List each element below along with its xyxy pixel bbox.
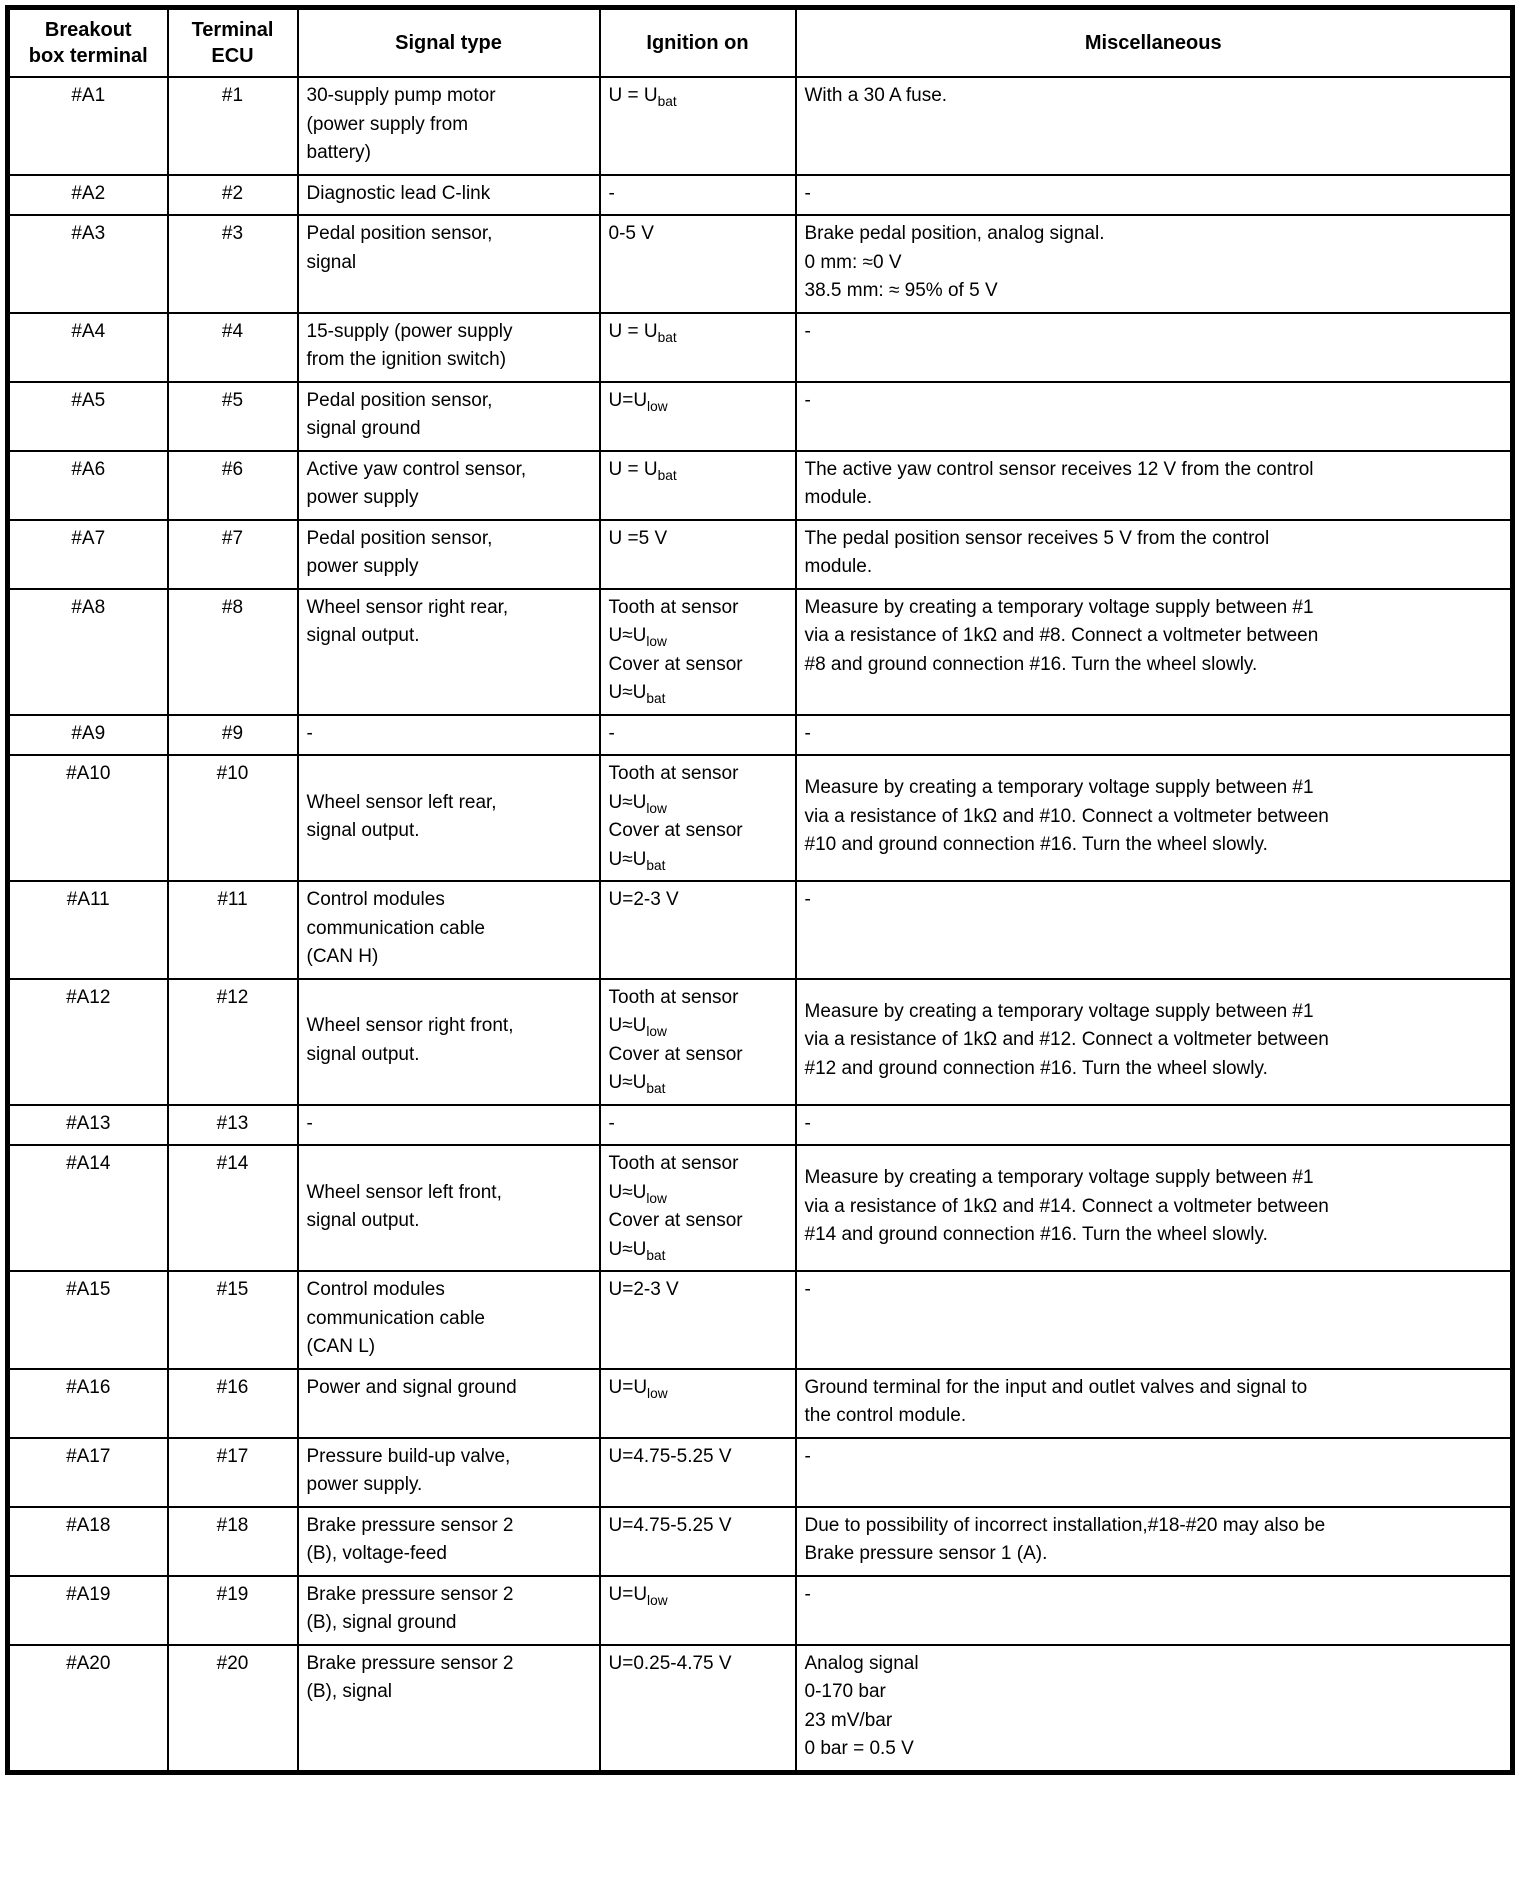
table-row — [8, 589, 1513, 715]
table-row — [8, 979, 1513, 1105]
ecu-terminal-cell: #5 — [168, 382, 298, 451]
breakout-terminal-cell: #A9 — [8, 715, 168, 756]
ecu-terminal-cell: #1 — [168, 77, 298, 175]
table-row — [8, 215, 1513, 313]
table-header — [8, 8, 1513, 78]
ignition-cell: - — [600, 175, 796, 216]
ecu-terminal-cell: #7 — [168, 520, 298, 589]
signal-type-cell: Pedal position sensor, power supply — [298, 520, 600, 589]
breakout-terminal-cell: #A2 — [8, 175, 168, 216]
breakout-terminal-cell: #A4 — [8, 313, 168, 382]
miscellaneous-cell: - — [796, 881, 1513, 979]
signal-type-cell: 30-supply pump motor (power supply from battery) — [298, 77, 600, 175]
ecu-terminal-cell: #2 — [168, 175, 298, 216]
breakout-terminal-cell: #A15 — [8, 1271, 168, 1369]
miscellaneous-cell: The pedal position sensor receives 5 V from the control module. — [796, 520, 1513, 589]
ecu-terminal-cell: #9 — [168, 715, 298, 756]
signal-type-cell: Brake pressure sensor 2 (B), signal ground — [298, 1576, 600, 1645]
miscellaneous-cell: - — [796, 175, 1513, 216]
miscellaneous-cell: Measure by creating a temporary voltage supply between #1 via a resistance of 1kΩ and #10. Connect a voltmeter between #10 and ground connection #16. Turn the wheel slowly. — [796, 755, 1513, 881]
header-breakout-box-terminal: Breakout box terminal — [8, 8, 168, 78]
miscellaneous-cell: - — [796, 1105, 1513, 1146]
miscellaneous-cell: With a 30 A fuse. — [796, 77, 1513, 175]
miscellaneous-cell: Measure by creating a temporary voltage supply between #1 via a resistance of 1kΩ and #12. Connect a voltmeter between #12 and ground connection #16. Turn the wheel slowly. — [796, 979, 1513, 1105]
signal-type-cell: Wheel sensor left front, signal output. — [298, 1145, 600, 1271]
breakout-terminal-cell: #A14 — [8, 1145, 168, 1271]
table-row — [8, 1645, 1513, 1773]
ignition-cell: $U = U_{bat}$ — [600, 77, 796, 175]
ecu-terminal-cell: #15 — [168, 1271, 298, 1369]
ignition-cell: $U=U_{low}$ — [600, 1576, 796, 1645]
table-row — [8, 382, 1513, 451]
table-row — [8, 881, 1513, 979]
ecu-terminal-cell: #14 — [168, 1145, 298, 1271]
breakout-terminal-cell: #A5 — [8, 382, 168, 451]
breakout-terminal-cell: #A16 — [8, 1369, 168, 1438]
ignition-cell: U=4.75-5.25 V — [600, 1438, 796, 1507]
signal-type-cell: Pressure build-up valve, power supply. — [298, 1438, 600, 1507]
header-ignition-on: Ignition on — [600, 8, 796, 78]
ignition-cell: Tooth at sensor $U\approx U_{low}$ Cover at sensor $U\approx U_{bat}$ — [600, 1145, 796, 1271]
table-row — [8, 1507, 1513, 1576]
miscellaneous-cell: Ground terminal for the input and outlet valves and signal to the control module. — [796, 1369, 1513, 1438]
ecu-terminal-cell: #11 — [168, 881, 298, 979]
miscellaneous-cell: - — [796, 1271, 1513, 1369]
breakout-terminal-cell: #A3 — [8, 215, 168, 313]
miscellaneous-cell: Measure by creating a temporary voltage supply between #1 via a resistance of 1kΩ and #14. Connect a voltmeter between #14 and ground connection #16. Turn the wheel slowly. — [796, 1145, 1513, 1271]
signal-type-cell: Brake pressure sensor 2 (B), signal — [298, 1645, 600, 1773]
table-row — [8, 715, 1513, 756]
breakout-terminal-cell: #A18 — [8, 1507, 168, 1576]
ignition-cell: $U = U_{bat}$ — [600, 313, 796, 382]
breakout-terminal-cell: #A13 — [8, 1105, 168, 1146]
table-row — [8, 520, 1513, 589]
signal-type-cell: Diagnostic lead C-link — [298, 175, 600, 216]
table-row — [8, 1271, 1513, 1369]
header-terminal-ecu: Terminal ECU — [168, 8, 298, 78]
signal-type-cell: Control modules communication cable (CAN H) — [298, 881, 600, 979]
signal-type-cell: - — [298, 715, 600, 756]
ecu-terminal-cell: #16 — [168, 1369, 298, 1438]
breakout-terminal-cell: #A10 — [8, 755, 168, 881]
terminal-spec-table — [5, 5, 1515, 1775]
breakout-terminal-cell: #A6 — [8, 451, 168, 520]
signal-type-cell: Brake pressure sensor 2 (B), voltage-feed — [298, 1507, 600, 1576]
breakout-terminal-cell: #A20 — [8, 1645, 168, 1773]
signal-type-cell: Pedal position sensor, signal — [298, 215, 600, 313]
table-row — [8, 755, 1513, 881]
miscellaneous-cell: Measure by creating a temporary voltage supply between #1 via a resistance of 1kΩ and #8. Connect a voltmeter between #8 and ground connection #16. Turn the wheel slowly. — [796, 589, 1513, 715]
ignition-cell: U =5 V — [600, 520, 796, 589]
header-signal-type: Signal type — [298, 8, 600, 78]
ignition-cell: U=2-3 V — [600, 881, 796, 979]
signal-type-cell: Power and signal ground — [298, 1369, 600, 1438]
header-miscellaneous: Miscellaneous — [796, 8, 1513, 78]
ignition-cell: U=4.75-5.25 V — [600, 1507, 796, 1576]
breakout-terminal-cell: #A11 — [8, 881, 168, 979]
ignition-cell: 0-5 V — [600, 215, 796, 313]
header-row — [8, 8, 1513, 78]
miscellaneous-cell: - — [796, 1576, 1513, 1645]
ecu-terminal-cell: #20 — [168, 1645, 298, 1773]
table-row — [8, 1145, 1513, 1271]
ignition-cell: $U=U_{low}$ — [600, 382, 796, 451]
ecu-terminal-cell: #17 — [168, 1438, 298, 1507]
ignition-cell: - — [600, 1105, 796, 1146]
table-row — [8, 313, 1513, 382]
miscellaneous-cell: Analog signal 0-170 bar 23 mV/bar 0 bar = 0.5 V — [796, 1645, 1513, 1773]
breakout-terminal-cell: #A1 — [8, 77, 168, 175]
miscellaneous-cell: - — [796, 382, 1513, 451]
ignition-cell: Tooth at sensor $U\approx U_{low}$ Cover at sensor $U\approx U_{bat}$ — [600, 979, 796, 1105]
breakout-terminal-cell: #A19 — [8, 1576, 168, 1645]
signal-type-cell: Control modules communication cable (CAN L) — [298, 1271, 600, 1369]
signal-type-cell: Active yaw control sensor, power supply — [298, 451, 600, 520]
signal-type-cell: Wheel sensor right front, signal output. — [298, 979, 600, 1105]
miscellaneous-cell: - — [796, 313, 1513, 382]
miscellaneous-cell: - — [796, 715, 1513, 756]
table-row — [8, 1105, 1513, 1146]
ecu-terminal-cell: #19 — [168, 1576, 298, 1645]
breakout-terminal-cell: #A17 — [8, 1438, 168, 1507]
table-row — [8, 77, 1513, 175]
breakout-terminal-cell: #A7 — [8, 520, 168, 589]
ecu-terminal-cell: #10 — [168, 755, 298, 881]
ecu-terminal-cell: #13 — [168, 1105, 298, 1146]
table-row — [8, 451, 1513, 520]
table-row — [8, 1369, 1513, 1438]
table-body — [8, 77, 1513, 1772]
ecu-terminal-cell: #3 — [168, 215, 298, 313]
ignition-cell: Tooth at sensor $U\approx U_{low}$ Cover at sensor $U\approx U_{bat}$ — [600, 589, 796, 715]
miscellaneous-cell: The active yaw control sensor receives 12 V from the control module. — [796, 451, 1513, 520]
ignition-cell: $U=U_{low}$ — [600, 1369, 796, 1438]
ecu-terminal-cell: #8 — [168, 589, 298, 715]
signal-type-cell: Wheel sensor left rear, signal output. — [298, 755, 600, 881]
signal-type-cell: Pedal position sensor, signal ground — [298, 382, 600, 451]
signal-type-cell: Wheel sensor right rear, signal output. — [298, 589, 600, 715]
breakout-terminal-cell: #A8 — [8, 589, 168, 715]
signal-type-cell: 15-supply (power supply from the ignition switch) — [298, 313, 600, 382]
miscellaneous-cell: - — [796, 1438, 1513, 1507]
miscellaneous-cell: Brake pedal position, analog signal. 0 mm: ≈0 V 38.5 mm: ≈ 95% of 5 V — [796, 215, 1513, 313]
ignition-cell: U=2-3 V — [600, 1271, 796, 1369]
signal-type-cell: - — [298, 1105, 600, 1146]
table-row — [8, 1576, 1513, 1645]
ignition-cell: - — [600, 715, 796, 756]
miscellaneous-cell: Due to possibility of incorrect installation,#18-#20 may also be Brake pressure sensor 1 (A). — [796, 1507, 1513, 1576]
ecu-terminal-cell: #6 — [168, 451, 298, 520]
ignition-cell: Tooth at sensor $U\approx U_{low}$ Cover at sensor $U\approx U_{bat}$ — [600, 755, 796, 881]
ecu-terminal-cell: #4 — [168, 313, 298, 382]
breakout-terminal-cell: #A12 — [8, 979, 168, 1105]
table-row — [8, 175, 1513, 216]
ignition-cell: $U = U_{bat}$ — [600, 451, 796, 520]
table-row — [8, 1438, 1513, 1507]
ecu-terminal-cell: #18 — [168, 1507, 298, 1576]
ignition-cell: U=0.25-4.75 V — [600, 1645, 796, 1773]
ecu-terminal-cell: #12 — [168, 979, 298, 1105]
